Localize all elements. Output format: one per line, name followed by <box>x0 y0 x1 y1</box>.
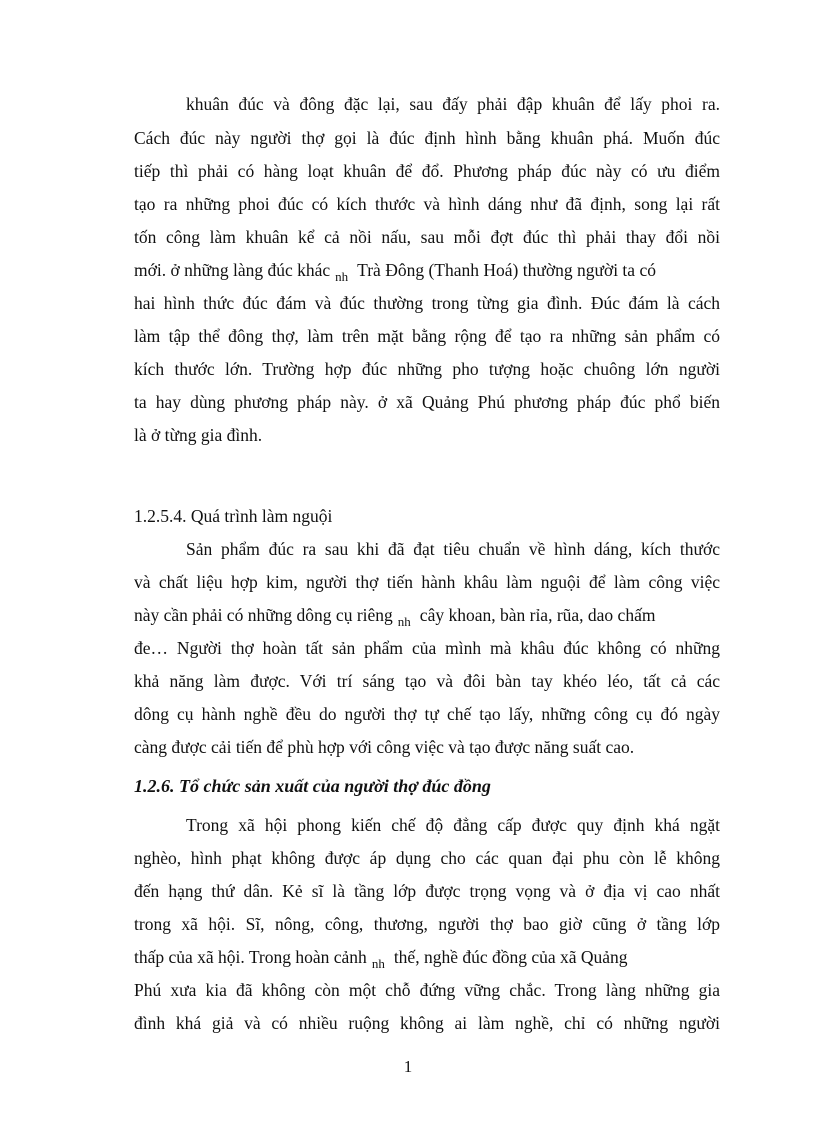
text-line: khuân đúc và đông đặc lại, sau đấy phải đập khuân để lấy phoi ra. <box>186 94 720 114</box>
text-line: khả năng làm được. Với trí sáng tạo và đôi bàn tay khéo léo, tất cả các <box>134 671 720 691</box>
text-line: và chất liệu hợp kim, người thợ tiến hành khâu làm nguội để làm công việc <box>134 572 720 592</box>
text-line: càng được cải tiến để phù hợp với công việc và tạo được năng suất cao. <box>134 737 635 757</box>
text-fragment: mới. ở những làng đúc khác <box>134 260 331 280</box>
text-line <box>134 946 720 968</box>
nh-mark: nh <box>335 269 349 281</box>
text-line: tạo ra những phoi đúc có kích thước và hình dáng như đã định, song lại rất <box>134 194 720 214</box>
text-line: trong xã hội. Sĩ, nông, công, thương, người thợ bao giờ cũng ở tầng lớp <box>134 914 720 934</box>
text-line: đình khá giả và có nhiều ruộng không ai làm nghề, chỉ có những người <box>134 1013 720 1033</box>
text-line: hai hình thức đúc đám và đúc thường trong từng gia đình. Đúc đám là cách <box>134 293 720 313</box>
text-fragment: thế, nghề đúc đồng của xã Quảng <box>393 947 628 967</box>
text-line <box>134 259 720 281</box>
text-line: Cách đúc này người thợ gọi là đúc định hình bằng khuân phá. Muốn đúc <box>134 128 720 148</box>
subheading: 1.2.5.4. Quá trình làm nguội <box>134 506 333 526</box>
text-line: Sản phẩm đúc ra sau khi đã đạt tiêu chuẩn về hình dáng, kích thước <box>186 539 720 559</box>
page-number: 1 <box>403 1057 413 1076</box>
text-line: nghèo, hình phạt không được áp dụng cho các quan đại phu còn lễ không <box>134 848 720 868</box>
text-line: Phú xưa kia đã không còn một chỗ đứng vững chắc. Trong làng những gia <box>134 980 720 1000</box>
text-fragment: Trà Đông (Thanh Hoá) thường người ta có <box>357 260 656 280</box>
text-line: đe… Người thợ hoàn tất sản phẩm của mình mà khâu đúc không có những <box>134 638 720 658</box>
text-line: kích thước lớn. Trường hợp đúc những pho tượng hoặc chuông lớn người <box>134 359 720 379</box>
nh-mark: nh <box>371 956 385 968</box>
text-fragment: cây khoan, bàn rỉa, rũa, dao chấm <box>419 605 656 625</box>
text-fragment: thấp của xã hội. Trong hoàn cảnh <box>134 947 367 967</box>
text-line <box>134 604 720 626</box>
text-line: tốn công làm khuân kể cả nồi nấu, sau mỗi đợt đúc thì phải thay đổi nồi <box>134 227 720 247</box>
text-line: ta hay dùng phương pháp này. ở xã Quảng Phú phương pháp đúc phổ biến <box>134 392 720 412</box>
text-line: tiếp thì phải có hàng loạt khuân để đổ. Phương pháp đúc này có ưu điểm <box>134 161 720 181</box>
nh-mark: nh <box>397 614 411 626</box>
text-line: Trong xã hội phong kiến chế độ đẳng cấp được quy định khá ngặt <box>186 815 720 835</box>
text-line: dông cụ hành nghề đều do người thợ tự chế tạo lấy, những công cụ đó ngày <box>134 704 720 724</box>
text-fragment: này cần phải có những dông cụ riêng <box>134 605 393 625</box>
text-line: đến hạng thứ dân. Kẻ sĩ là tầng lớp được trọng vọng và ở địa vị cao nhất <box>134 881 720 901</box>
text-line: là ở từng gia đình. <box>134 425 263 445</box>
text-line: làm tập thể đông thợ, làm trên mặt bằng rộng để tạo ra những sản phẩm có <box>134 326 720 346</box>
section-heading: 1.2.6. Tổ chức sản xuất của người thợ đúc đồng <box>134 776 491 796</box>
